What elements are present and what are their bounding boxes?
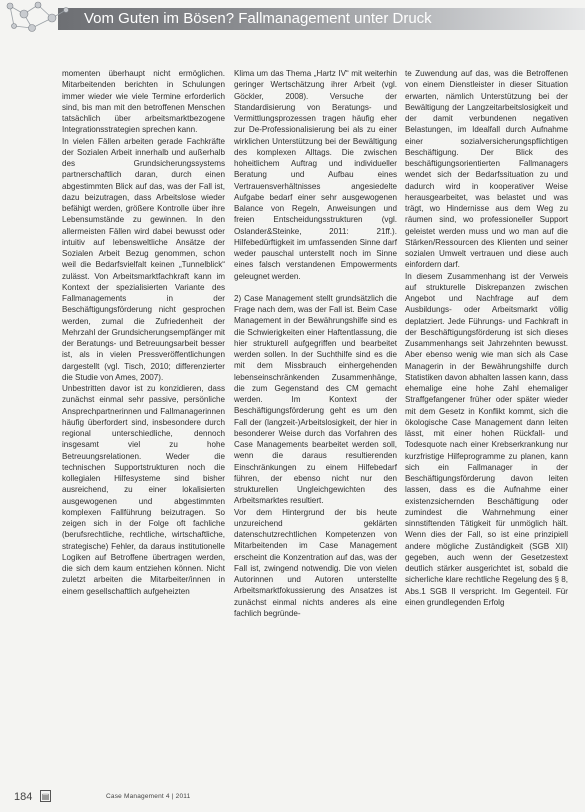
page-header (0, 0, 585, 36)
text-column-2 (234, 68, 397, 619)
paragraph: te Zuwendung auf das, was die Betroffenen von einem Dienstleister in dieser Situation erwarten, nämlich Unterstützung bei der Bewältigung der Langzeitarbeitslosigkeit und der damit verbundenen negativen Belastungen, im Idealfall durch Aufnahme einer sozialversicherungspflichtigen Beschäftigung. Der Blick des beschäftigungsorientierten Fallmanagers wendet sich der Bedarfssituation zu und dadurch wird in kooperativer Weise herausgearbeitet, was belastet und was trägt, wo Hindernisse aus dem Weg zu räumen sind, wo professioneller Support geleistet werden muss und wo man auf die Stärken/Ressourcen des Klienten und seiner sozialen Umwelt vertrauen und diese auch einfordern darf. (405, 69, 568, 270)
page-footer (0, 786, 585, 812)
journal-title: Case Management 4 | 2011 (106, 793, 191, 800)
paragraph: In vielen Fällen arbeiten gerade Fachkräfte der Sozialen Arbeit innerhalb und außerhalb des Grundsicherungssystems partnerschaftlich daran, durch einen abgestimmten Blick auf das, was der Fall ist, dazu beizutragen, dass Arbeitslose wieder befähigt werden, größere Kontrolle über ihre Lebensumstände zu gewinnen. In den allermeisten Fällen wird dabei bewusst oder intuitiv auf lebensweltliche Ansätze der Sozialen Arbeit Bezug genommen, schon weil die Bedarfsvielfalt keinen „Tunnelblick“ zulässt. Von Arbeitsmarktfachkraft kann im Kontext der spezialisierten Variante des Fallmanagements in der Beschäftigungsförderung nicht gesprochen werden, zumal die Zufriedenheit der Mehrzahl der Grundsicherungsempfänger mit der Beratungs- und Betreuungsarbeit besser ist, als in vielen Pressveröffentlichungen dargestellt (vgl. Tisch, 2010; differenzierter die Studie von Ames, 2007). (62, 136, 225, 382)
paragraph: In diesem Zusammenhang ist der Verweis auf strukturelle Diskrepanzen zwischen Angebot und Nachfrage auf dem Ausbildungs- oder Arbeitsmarkt völlig deplatziert. Jede Führungs- und Fachkraft in der Beschäftigungsförderung ist sich dieses Zusammenhangs seit Jahrzehnten bewusst. Aber ebenso wenig wie man sich als Case Managerin in der Bewährungshilfe durch Statistiken davon abhalten lassen kann, dass ehemalige eine hohe Zahl ehemaliger Straffgefangener früher oder später wieder mit dem Gesetz in Konflikt kommt, sich die ökologische Case Management dann leiten lässt, mit einer hohen Rückfall- und Todesquote nach einer Krebserkrankung nur kurzfristige Hilfeprogramme zu planen, kann sich ein Fallmanager in der Beschäftigungsförderung davon leiten lassen, dass es die Aufnahme einer existenzsichernden Beschäftigung oder zumindest die Wahrnehmung einer sinnstiftenden Tätigkeit für unmöglich hält. Wenn dies der Fall, so ist eine prinzipiell andere mögliche Zuständigkeit (SGB XII) gegeben, auch wenn der Gesetzestext deutlich stärker ausgerichtet ist, sobald die sicherliche klare rechtliche Regelung des § 8, Abs.1 SGB II verspricht. Im Gegenteil. Für einen grundlegenden Erfolg (405, 271, 568, 607)
page-title: Vom Guten im Bösen? Fallmanagement unter Druck (84, 10, 432, 27)
paragraph: Unbestritten davor ist zu konzidieren, dass zunächst einmal sehr passive, persönliche Ansprechpartnerinnen und Fallmanagerinnen häufig überfordert sind, insbesondere durch regional unterschiedliche, dennoch insgesamt viel zu hohe Betreuungsrelationen. Weder die technischen Supportstrukturen noch die kollegialen Hilfesysteme sind bisher ausreichend, zu einer lokalisierten ausgewogenen und abgestimmten komplexen Fallführung beizutragen. So zeigen sich in der Folge oft fachliche (berufsrechtliche, rechtliche, wirtschaftliche, strategische) Fehler, da daraus institutionelle Logiken auf Betroffene übertragen werden, die sich dem kaum entziehen können. Nicht zuletzt arbeiten die Mitarbeiter/innen in einem gesellschaftlich aufgeheizten (62, 384, 225, 596)
text-column-3 (405, 68, 568, 608)
paragraph: Klima um das Thema „Hartz IV“ mit weiterhin geringer Wertschätzung ihrer Arbeit (vgl. Göckler, 2008). Versuche der Standardisierung von Beratungs- und Vermittlungsprozessen tragen häufig eher zur De-Professionalisierung bei als zu einer wirklichen Unterstützung bei der Bewältigung des komplexen Alltags. Die zwischen hoheitlichem Auftrag und individueller Beratung und Aufbau eines Vertrauensverhältnisses angesiedelte Aufgabe bedarf einer sehr ausgewogenen Balance von Regeln, Anweisungen und freien Entscheidungsstrukturen (vgl. Oslander&Steinke, 2011: 21ff.). Hilfebedürftigkeit im umfassenden Sinne darf weder pauschal unterstellt noch im Sinne eines falsch verstandenen Empowerments geleugnet werden. (234, 69, 397, 281)
paragraph: Vor dem Hintergrund der bis heute unzureichend geklärten datenschutzrechtlichen Kompetenzen von Mitarbeitenden im Case Management erscheint die Konzentration auf das, was der Fall ist, zwingend notwendig. Die von vielen Autorinnen und Autoren unterstellte Arbeitsmarktfokussierung des Ansatzes ist zunächst einmal nichts anderes als eine fachlich begründe- (234, 507, 397, 618)
calendar-icon: ▤ (41, 792, 50, 801)
paragraph: momenten überhaupt nicht ermöglichen. Mitarbeitenden berichten in Schulungen immer wieder wie viele Termine erforderlich sind, bis man mit den betroffenen Menschen tatsächlich über arbeitsmarktbezogene Integrationsstrategien sprechen kann. (62, 69, 225, 135)
page-number: 184 (14, 791, 33, 803)
text-column-1 (62, 68, 225, 597)
network-dots-icon (2, 0, 76, 36)
paragraph: 2) Case Management stellt grundsätzlich die Frage nach dem, was der Fall ist. Beim Case Management in der Bewährungshilfe sind es die Schwierigkeiten einer Haftentlassung, die hier strukturell aufgegriffen und bearbeitet werden sollen. In der Suchthilfe sind es die mit dem Missbrauch einhergehenden lebenseinschränkenden Zusammenhänge, die zum Gegenstand des CM gemacht werden. Im Kontext der Beschäftigungsförderung geht es um den Fall der (langzeit-)Arbeitslosigkeit, der hier in besonderer Weise durch das Vorfahren des Case Managements bearbeitet werden soll, wenn die daraus resultierenden Einschränkungen zu einem Hilfebedarf führen, der ebenso nicht nur den strukturellen Ungleichgewichten des Arbeitsmarktes resultiert. (234, 293, 397, 506)
